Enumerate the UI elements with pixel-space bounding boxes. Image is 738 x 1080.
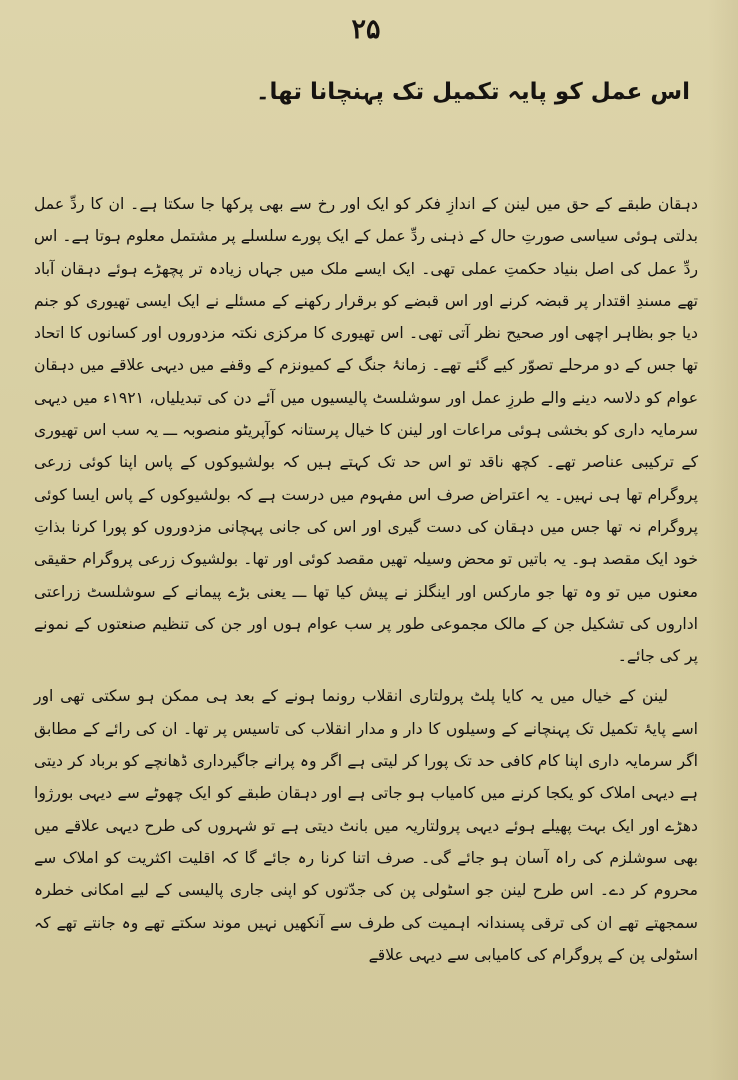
- section-heading: اس عمل کو پایہ تکمیل تک پہنچانا تھا۔: [256, 79, 690, 105]
- body-text: [34, 188, 698, 971]
- page-edge-shadow: [708, 0, 738, 1080]
- paragraph-2: لینن کے خیال میں یہ کایا پلٹ پرولتاری انقلاب رونما ہونے کے بعد ہی ممکن ہو سکتی تھی اور اسے پایۂ تکمیل تک پہنچانے کے وسیلوں کا دار و مدار انقلاب کی تاسیس پر تھا۔ ان کی رائے کے مطابق اگر سرمایہ داری اپنا کام کافی حد تک پورا کر لیتی ہے اگر وہ پرانے جاگیرداری ڈھانچے کو برباد کر دیتی ہے دیہی املاک کو یکجا کرنے میں کامیاب ہو جاتی ہے اور دہقان طبقے کو ایک چھوٹے سے دیہی بورژوا دھڑے اور ایک بہت پھیلے ہوئے دیہی پرولتاریہ میں بانٹ دیتی ہے تو شہروں کی طرح دیہی علاقے میں بھی سوشلزم کی راہ آسان ہو جائے گی۔ صرف اتنا کرنا رہ جائے گا کہ اقلیت اکثریت کو املاک سے محروم کر دے۔ اس طرح لینن جو اسٹولی پن کی جدّتوں کو اپنی جاری پالیسی کے لیے امکانی خطرہ سمجھتے تھے ان کی ترقی پسندانہ اہمیت کی طرف سے آنکھیں نہیں موند سکتے تھے وہ جانتے تھے کہ اسٹولی پن کے پروگرام کی کامیابی سے دیہی علاقے: [34, 687, 698, 964]
- page-number: ۲۵: [351, 14, 381, 45]
- paragraph-1: دہقان طبقے کے حق میں لینن کے اندازِ فکر کو ایک اور رخ سے بھی پرکھا جا سکتا ہے۔ ان کا ردِّ عمل بدلتی ہوئی سیاسی صورتِ حال کے ذہنی ردِّ عمل کے ایک پورے سلسلے پر مشتمل معلوم ہوتا ہے۔ اس ردِّ عمل کی اصل بنیاد حکمتِ عملی تھی۔ ایک ایسے ملک میں جہاں زیادہ تر پچھڑے ہوئے دہقان آباد تھے مسندِ اقتدار پر قبضہ کرنے اور اس قبضے کو برقرار رکھنے کے مسئلے نے ایک ایسی تھیوری کو جنم دیا جو بظاہر اچھی اور صحیح نظر آتی تھی۔ اس تھیوری کا مرکزی نکتہ مزدوروں اور کسانوں کا اتحاد تھا جس کے دو مرحلے تصوّر کیے گئے تھے۔ زمانۂ جنگ کے کمیونزم کے وقفے میں دیہی علاقے میں دہقان عوام کو دلاسہ دینے والے طرزِ عمل اور سوشلسٹ پالیسیوں میں آئے دن کی تبدیلیاں، ۱۹۲۱ء میں دیہی سرمایہ داری کو بخشی ہوئی مراعات اور لینن کا خیال پرستانہ کوآپریٹو منصوبہ ـــ یہ سب اس تھیوری کے ترکیبی عناصر تھے۔ کچھ ناقد تو اس حد تک کہتے ہیں کہ بولشیوکوں کے پاس اپنا کوئی زرعی پروگرام تھا ہی نہیں۔ یہ اعتراض صرف اس مفہوم میں درست ہے کہ بولشیوکوں کے پاس ایسا کوئی پروگرام نہ تھا جس میں دہقان کی دست گیری اور اس کی جانی پہچانی مزدوروں کو پورا کرنا بذاتِ خود ایک مقصد ہو۔ یہ باتیں تو محض وسیلہ تھیں مقصد کوئی اور تھا۔ بولشیوک زرعی پروگرام حقیقی معنوں میں تو وہ تھا جو مارکس اور اینگلز نے پیش کیا تھا ـــ یعنی بڑے پیمانے کے سوشلسٹ زراعتی اداروں کی تشکیل جن کے مالک مجموعی طور پر سب عوام ہوں اور جن کی تنظیم صنعتوں کے نمونے پر کی جائے۔: [34, 195, 699, 666]
